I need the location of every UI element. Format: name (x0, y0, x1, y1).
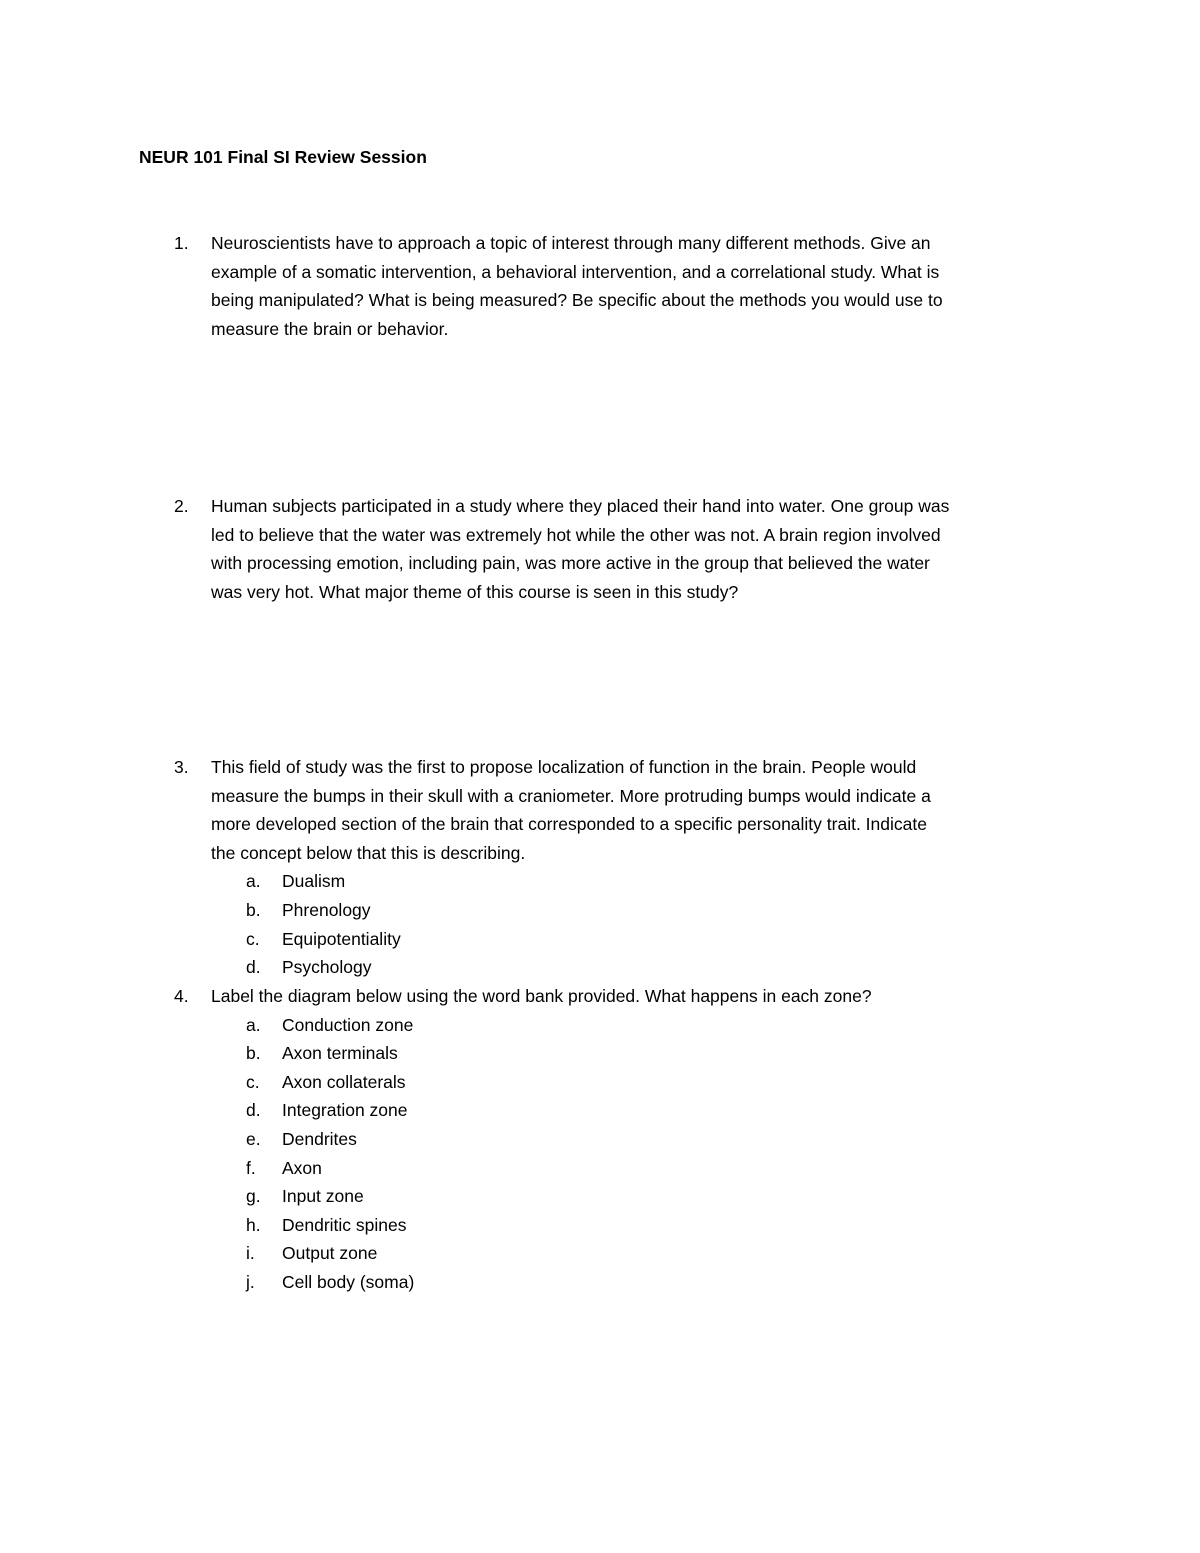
option-text: Input zone (282, 1186, 364, 1207)
question-line: Human subjects participated in a study where they placed their hand into water. One group was (211, 496, 950, 516)
question-line: Neuroscientists have to approach a topic of interest through many different methods. Give an (211, 233, 931, 253)
option-text: Axon collaterals (282, 1071, 406, 1092)
word-bank-item (139, 1268, 1069, 1297)
question-line: the concept below that this is describing. (211, 842, 526, 863)
question-2 (139, 492, 1069, 606)
question-3 (139, 753, 1069, 982)
option-b (139, 896, 1069, 925)
option-letter: d. (246, 1100, 261, 1121)
option-letter: h. (246, 1214, 261, 1235)
option-a (139, 867, 1069, 896)
option-letter: c. (246, 1071, 260, 1092)
word-bank (139, 1011, 1069, 1297)
option-text: Dendrites (282, 1128, 357, 1149)
word-bank-item (139, 1154, 1069, 1183)
question-line: was very hot. What major theme of this course is seen in this study? (211, 581, 739, 602)
option-letter: c. (246, 928, 260, 949)
option-letter: a. (246, 1014, 261, 1035)
question-line: example of a somatic intervention, a behavioral intervention, and a correlational study. What is (211, 261, 940, 282)
word-bank-item (139, 1096, 1069, 1125)
option-letter: a. (246, 871, 261, 892)
question-4 (139, 982, 1069, 1297)
question-line: being manipulated? What is being measured? Be specific about the methods you would use to (211, 290, 943, 311)
option-text: Cell body (soma) (282, 1271, 415, 1292)
question-line: This field of study was the first to propose localization of function in the brain. People would (211, 757, 917, 777)
option-letter: g. (246, 1186, 261, 1207)
document-title: NEUR 101 Final SI Review Session (139, 147, 427, 167)
question-line: Label the diagram below using the word bank provided. What happens in each zone? (211, 986, 872, 1006)
answer-options (139, 867, 1069, 981)
option-letter: d. (246, 957, 261, 978)
question-line: more developed section of the brain that corresponded to a specific personality trait. Indicate (211, 814, 927, 835)
option-text: Axon (282, 1157, 322, 1178)
question-number: 3. (174, 757, 189, 777)
question-row (139, 982, 1069, 1011)
option-text: Conduction zone (282, 1014, 414, 1035)
question-line: led to believe that the water was extremely hot while the other was not. A brain region involved (211, 524, 941, 545)
question-number: 2. (174, 496, 189, 516)
word-bank-item (139, 1239, 1069, 1268)
word-bank-item (139, 1211, 1069, 1240)
question-number: 4. (174, 986, 189, 1006)
word-bank-item (139, 1182, 1069, 1211)
word-bank-item (139, 1039, 1069, 1068)
option-text: Dualism (282, 871, 346, 892)
question-row (139, 753, 1069, 867)
option-text: Integration zone (282, 1100, 408, 1121)
word-bank-item (139, 1125, 1069, 1154)
question-line: measure the brain or behavior. (211, 318, 449, 339)
option-letter: e. (246, 1128, 261, 1149)
option-text: Dendritic spines (282, 1214, 407, 1235)
option-letter: i. (246, 1243, 255, 1264)
question-row (139, 492, 1069, 606)
option-text: Phrenology (282, 899, 371, 920)
question-line: measure the bumps in their skull with a craniometer. More protruding bumps would indicate a (211, 785, 931, 806)
option-letter: b. (246, 1043, 261, 1064)
option-text: Output zone (282, 1243, 378, 1264)
option-letter: f. (246, 1157, 256, 1178)
question-line: with processing emotion, including pain, was more active in the group that believed the water (211, 553, 930, 574)
word-bank-item (139, 1068, 1069, 1097)
question-number: 1. (174, 233, 189, 253)
option-text: Equipotentiality (282, 928, 401, 949)
option-d (139, 953, 1069, 982)
question-row (139, 229, 1069, 343)
option-c (139, 925, 1069, 954)
option-text: Axon terminals (282, 1043, 398, 1064)
option-letter: j. (246, 1271, 255, 1292)
word-bank-item (139, 1011, 1069, 1040)
option-letter: b. (246, 899, 261, 920)
option-text: Psychology (282, 957, 372, 978)
question-1 (139, 229, 1069, 343)
